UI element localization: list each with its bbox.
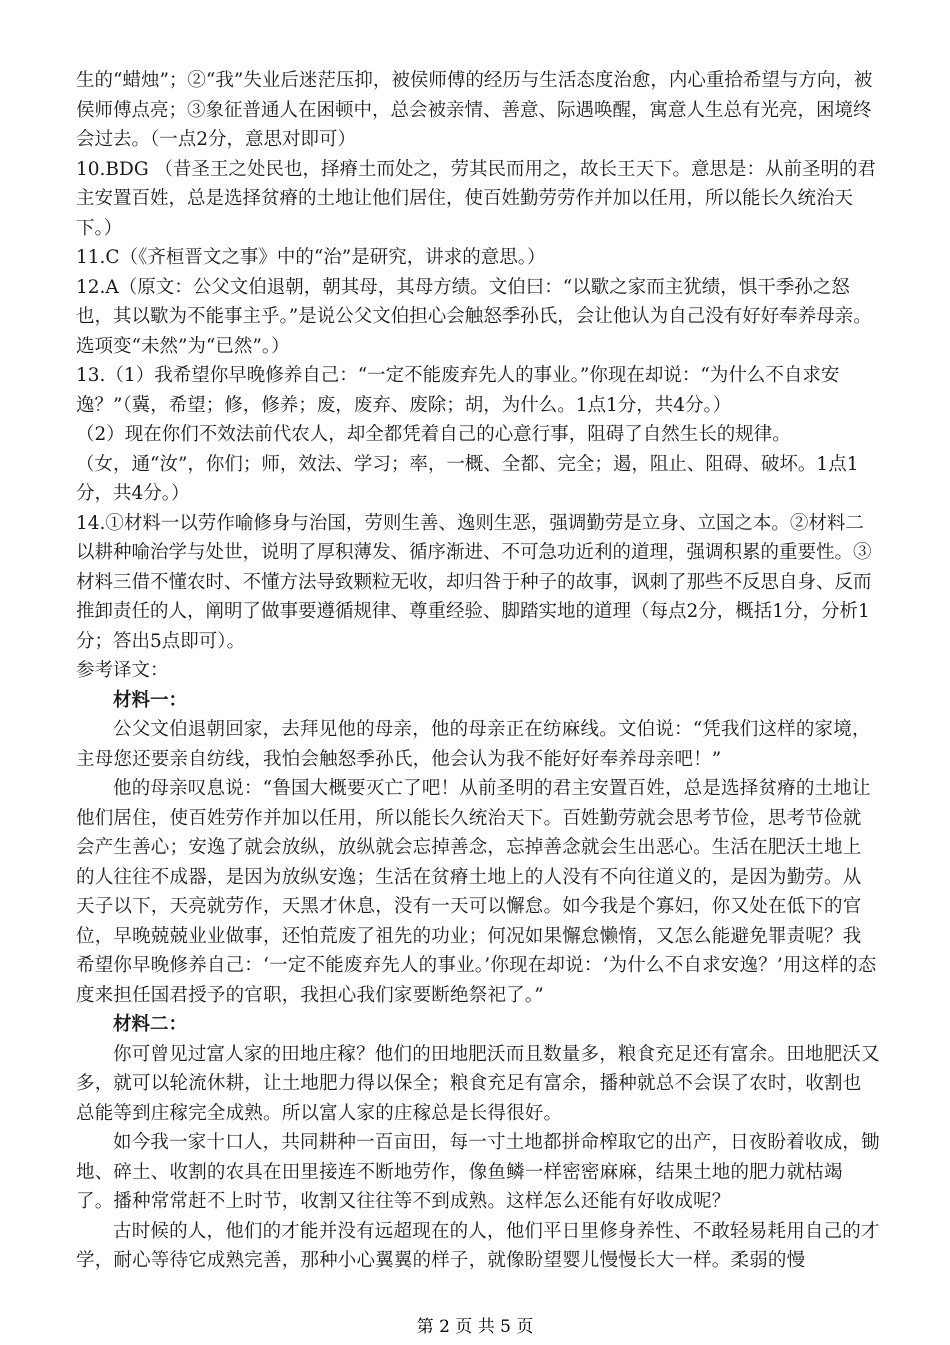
answer-11: 11.C（《齐桓晋文之事》中的“治”是研究，讲求的意思。）	[76, 247, 546, 268]
answer-13-part-2: （2）现在你们不效法前代农人，却全都凭着自己的心意行事，阻碍了自然生长的规律。	[76, 424, 791, 445]
answer-12: 12.A（原文：公父文伯退朝，朝其母，其母方绩。文伯曰：“以歜之家而主犹绩，惧干季孙之怒也，其以歜为不能事主乎。”是说公父文伯担心会触怒季孙氏，会让他认为自己没有好好奉养母亲。选项变“未然”为“已然”。）	[76, 276, 872, 357]
answer-10: 10.BDG （昔圣王之处民也，择瘠土而处之，劳其民而用之，故长王天下。意思是：从前圣明的君主安置百姓，总是选择贫瘠的土地让他们居住，使百姓勤劳劳作并加以任用，所以能长久统治天下。）	[76, 158, 877, 239]
reference-translation-title: 参考译文：	[76, 660, 169, 681]
translation-section	[76, 686, 880, 1276]
material-2-paragraph: 古时候的人，他们的才能并没有远超现在的人，他们平日里修身养性、不敢轻易耗用自己的才学，耐心等待它成熟完善，那种小心翼翼的样子，就像盼望婴儿慢慢长大一样。柔弱的慢	[76, 1220, 880, 1271]
answer-section	[76, 66, 880, 656]
answer-14: 14.①材料一以劳作喻修身与治国，劳则生善、逸则生恶，强调勤劳是立身、立国之本。②材料二以耕种喻治学与处世，说明了厚积薄发、循序渐进、不可急功近利的道理，强调积累的重要性。③材料三借不懂农时、不懂方法导致颗粒无收，却归咎于种子的故事，讽刺了那些不反思自身、反而推卸责任的人，阐明了做事要遵循规律、尊重经验、脚踏实地的道理（每点2分，概括1分，分析1分；答出5点即可）。	[76, 512, 872, 652]
answer-13-part-1: 13.（1）我希望你早晚修养自己：“一定不能废弃先人的事业。”你现在却说：“为什么不自求安逸？”（冀，希望；修，修养；废，废弃、废除；胡，为什么。1点1分，共4分。）	[76, 365, 840, 416]
material-2-paragraph: 你可曾见过富人家的田地庄稼？他们的田地肥沃而且数量多，粮食充足还有富余。田地肥沃又多，就可以轮流休耕，让土地肥力得以保全；粮食充足有富余，播种就总不会误了农时，收割也总能等到庄稼完全成熟。所以富人家的庄稼总是长得很好。	[76, 1043, 880, 1124]
material-2-paragraph: 如今我一家十口人，共同耕种一百亩田，每一寸土地都拼命榨取它的出产，日夜盼着收成，锄地、碎土、收割的农具在田里接连不断地劳作，像鱼鳞一样密密麻麻，结果土地的肥力就枯竭了。播种常常赶不上时节，收割又往往等不到成熟。这样怎么还能有好收成呢？	[76, 1132, 880, 1212]
answer-13-part-2-notes: （女，通“汝”，你们；师，效法、学习；率，一概、全都、完全；遏，阻止、阻碍、破坏。1点1分，共4分。）	[76, 453, 859, 504]
page-number-footer: 第 2 页 共 5 页	[416, 1317, 534, 1337]
material-2-heading: 材料二：	[113, 1014, 188, 1035]
material-1-paragraph: 公父文伯退朝回家，去拜见他的母亲，他的母亲正在纺麻线。文伯说：“凭我们这样的家境，主母您还要亲自纺线，我怕会触怒季孙氏，他会认为我不能好好奉养母亲吧！”	[76, 719, 871, 770]
material-1-paragraph: 他的母亲叹息说：“鲁国大概要灭亡了吧！从前圣明的君主安置百姓，总是选择贫瘠的土地让他们居住，使百姓劳作并加以任用，所以能长久统治天下。百姓勤劳就会思考节俭，思考节俭就会产生善心；安逸了就会放纵，放纵就会忘掉善念，忘掉善念就会生出恶心。生活在肥沃土地上的人往往不成器，是因为放纵安逸；生活在贫瘠土地上的人没有不向往道义的，是因为勤劳。从天子以下，天亮就劳作，天黑才休息，没有一天可以懈怠。如今我是个寡妇，你又处在低下的官位，早晚兢兢业业做事，还怕荒废了祖先的功业；何况如果懈怠懒惰，又怎么能避免罪责呢？我希望你早晚修养自己：‘一定不能废弃先人的事业。’你现在却说：‘为什么不自求安逸？’用这样的态度来担任国君授予的官职，我担心我们家要断绝祭祀了。”	[76, 778, 877, 1006]
material-1-heading: 材料一：	[113, 689, 188, 711]
answer-9-continued: 生的“蜡烛”；②“我”失业后迷茫压抑，被侯师傅的经历与生活态度治愈，内心重拾希望与方向，被侯师傅点亮；③象征普通人在困顿中，总会被亲情、善意、际遇唤醒，寓意人生总有光亮，困境终会过去。（一点2分，意思对即可）	[76, 70, 873, 150]
